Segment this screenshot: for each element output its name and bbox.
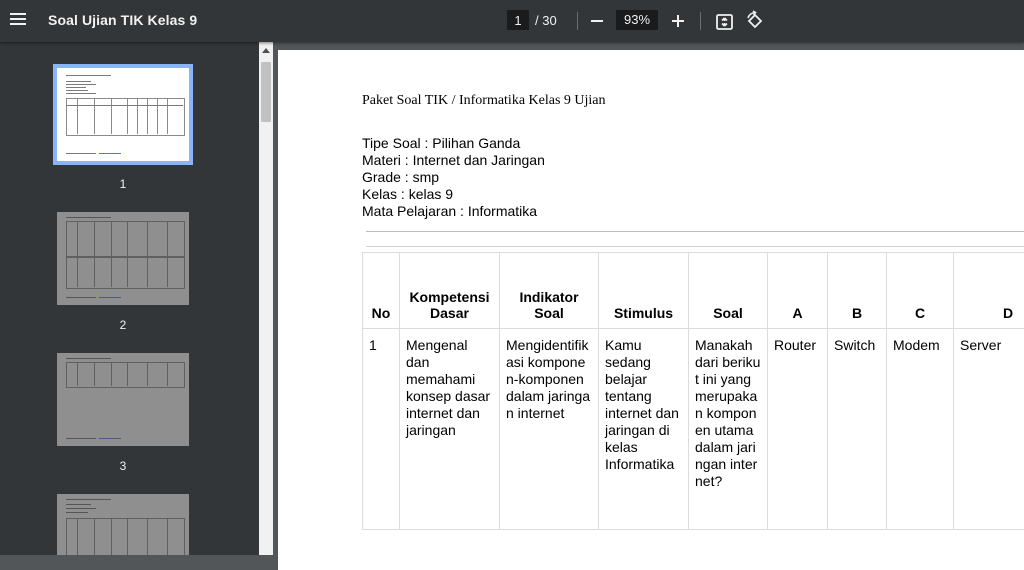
meta-tipe-soal: Tipe Soal : Pilihan Ganda [362, 135, 520, 151]
cell-option-b: Switch [828, 329, 887, 530]
meta-kelas: Kelas : kelas 9 [362, 186, 453, 202]
menu-icon[interactable] [8, 9, 28, 29]
toolbar [0, 0, 1024, 42]
thumbnail-page-3[interactable] [57, 353, 189, 446]
fit-to-page-icon[interactable] [714, 11, 736, 33]
thumbnail-page-1[interactable] [57, 68, 189, 161]
header-no: No [363, 253, 400, 329]
divider [366, 231, 1024, 232]
zoom-in-button[interactable] [667, 11, 689, 31]
cell-kompetensi-dasar: Mengenal dan memahami konsep dasar internet dan jaringan [400, 329, 500, 530]
cell-stimulus: Kamu sedang belajar tentang internet dan jaringan di kelas Informatika [599, 329, 689, 530]
scroll-up-arrow-icon[interactable] [262, 48, 270, 53]
thumbnail-page-number: 1 [57, 177, 189, 191]
meta-grade: Grade : smp [362, 169, 439, 185]
header-b: B [828, 253, 887, 329]
page-total: / 30 [535, 13, 557, 28]
zoom-out-button[interactable] [585, 11, 607, 31]
zoom-level[interactable]: 93% [616, 10, 658, 30]
header-stimulus: Stimulus [599, 253, 689, 329]
thumbnail-sidebar [0, 42, 259, 555]
cell-indikator-soal: Mengidentifikasi komponen-komponen dalam jaringan internet [500, 329, 599, 530]
divider [366, 246, 1024, 247]
header-d: D [954, 253, 1024, 329]
document-title: Soal Ujian TIK Kelas 9 [48, 12, 197, 28]
header-kompetensi-dasar: Kompetensi Dasar [400, 253, 500, 329]
meta-mata-pelajaran: Mata Pelajaran : Informatika [362, 203, 537, 219]
thumbnail-page-2[interactable] [57, 212, 189, 305]
thumbnail-page-4[interactable] [57, 494, 189, 555]
header-a: A [768, 253, 828, 329]
pdf-page [278, 50, 1024, 570]
toolbar-divider [577, 12, 578, 30]
sidebar-scrollbar[interactable] [259, 42, 273, 555]
header-indikator-soal: Indikator Soal [500, 253, 599, 329]
header-c: C [887, 253, 954, 329]
header-soal: Soal [689, 253, 768, 329]
cell-option-a: Router [768, 329, 828, 530]
cell-no: 1 [363, 329, 400, 530]
scrollbar-thumb[interactable] [261, 62, 271, 122]
question-table [362, 252, 1024, 530]
thumbnail-page-number: 2 [57, 318, 189, 332]
thumbnail-page-number: 3 [57, 459, 189, 473]
rotate-icon[interactable] [744, 10, 766, 32]
table-row [363, 329, 1024, 530]
cell-option-c: Modem [887, 329, 954, 530]
meta-materi: Materi : Internet dan Jaringan [362, 152, 545, 168]
table-header-row [363, 253, 1024, 329]
page-heading: Paket Soal TIK / Informatika Kelas 9 Ujian [362, 93, 606, 109]
cell-soal: Manakah dari berikut ini yang merupakan komponen utama dalam jaringan internet? [689, 329, 768, 530]
cell-option-d: Server [954, 329, 1024, 530]
toolbar-divider [700, 12, 701, 30]
page-number-input[interactable] [507, 10, 529, 30]
